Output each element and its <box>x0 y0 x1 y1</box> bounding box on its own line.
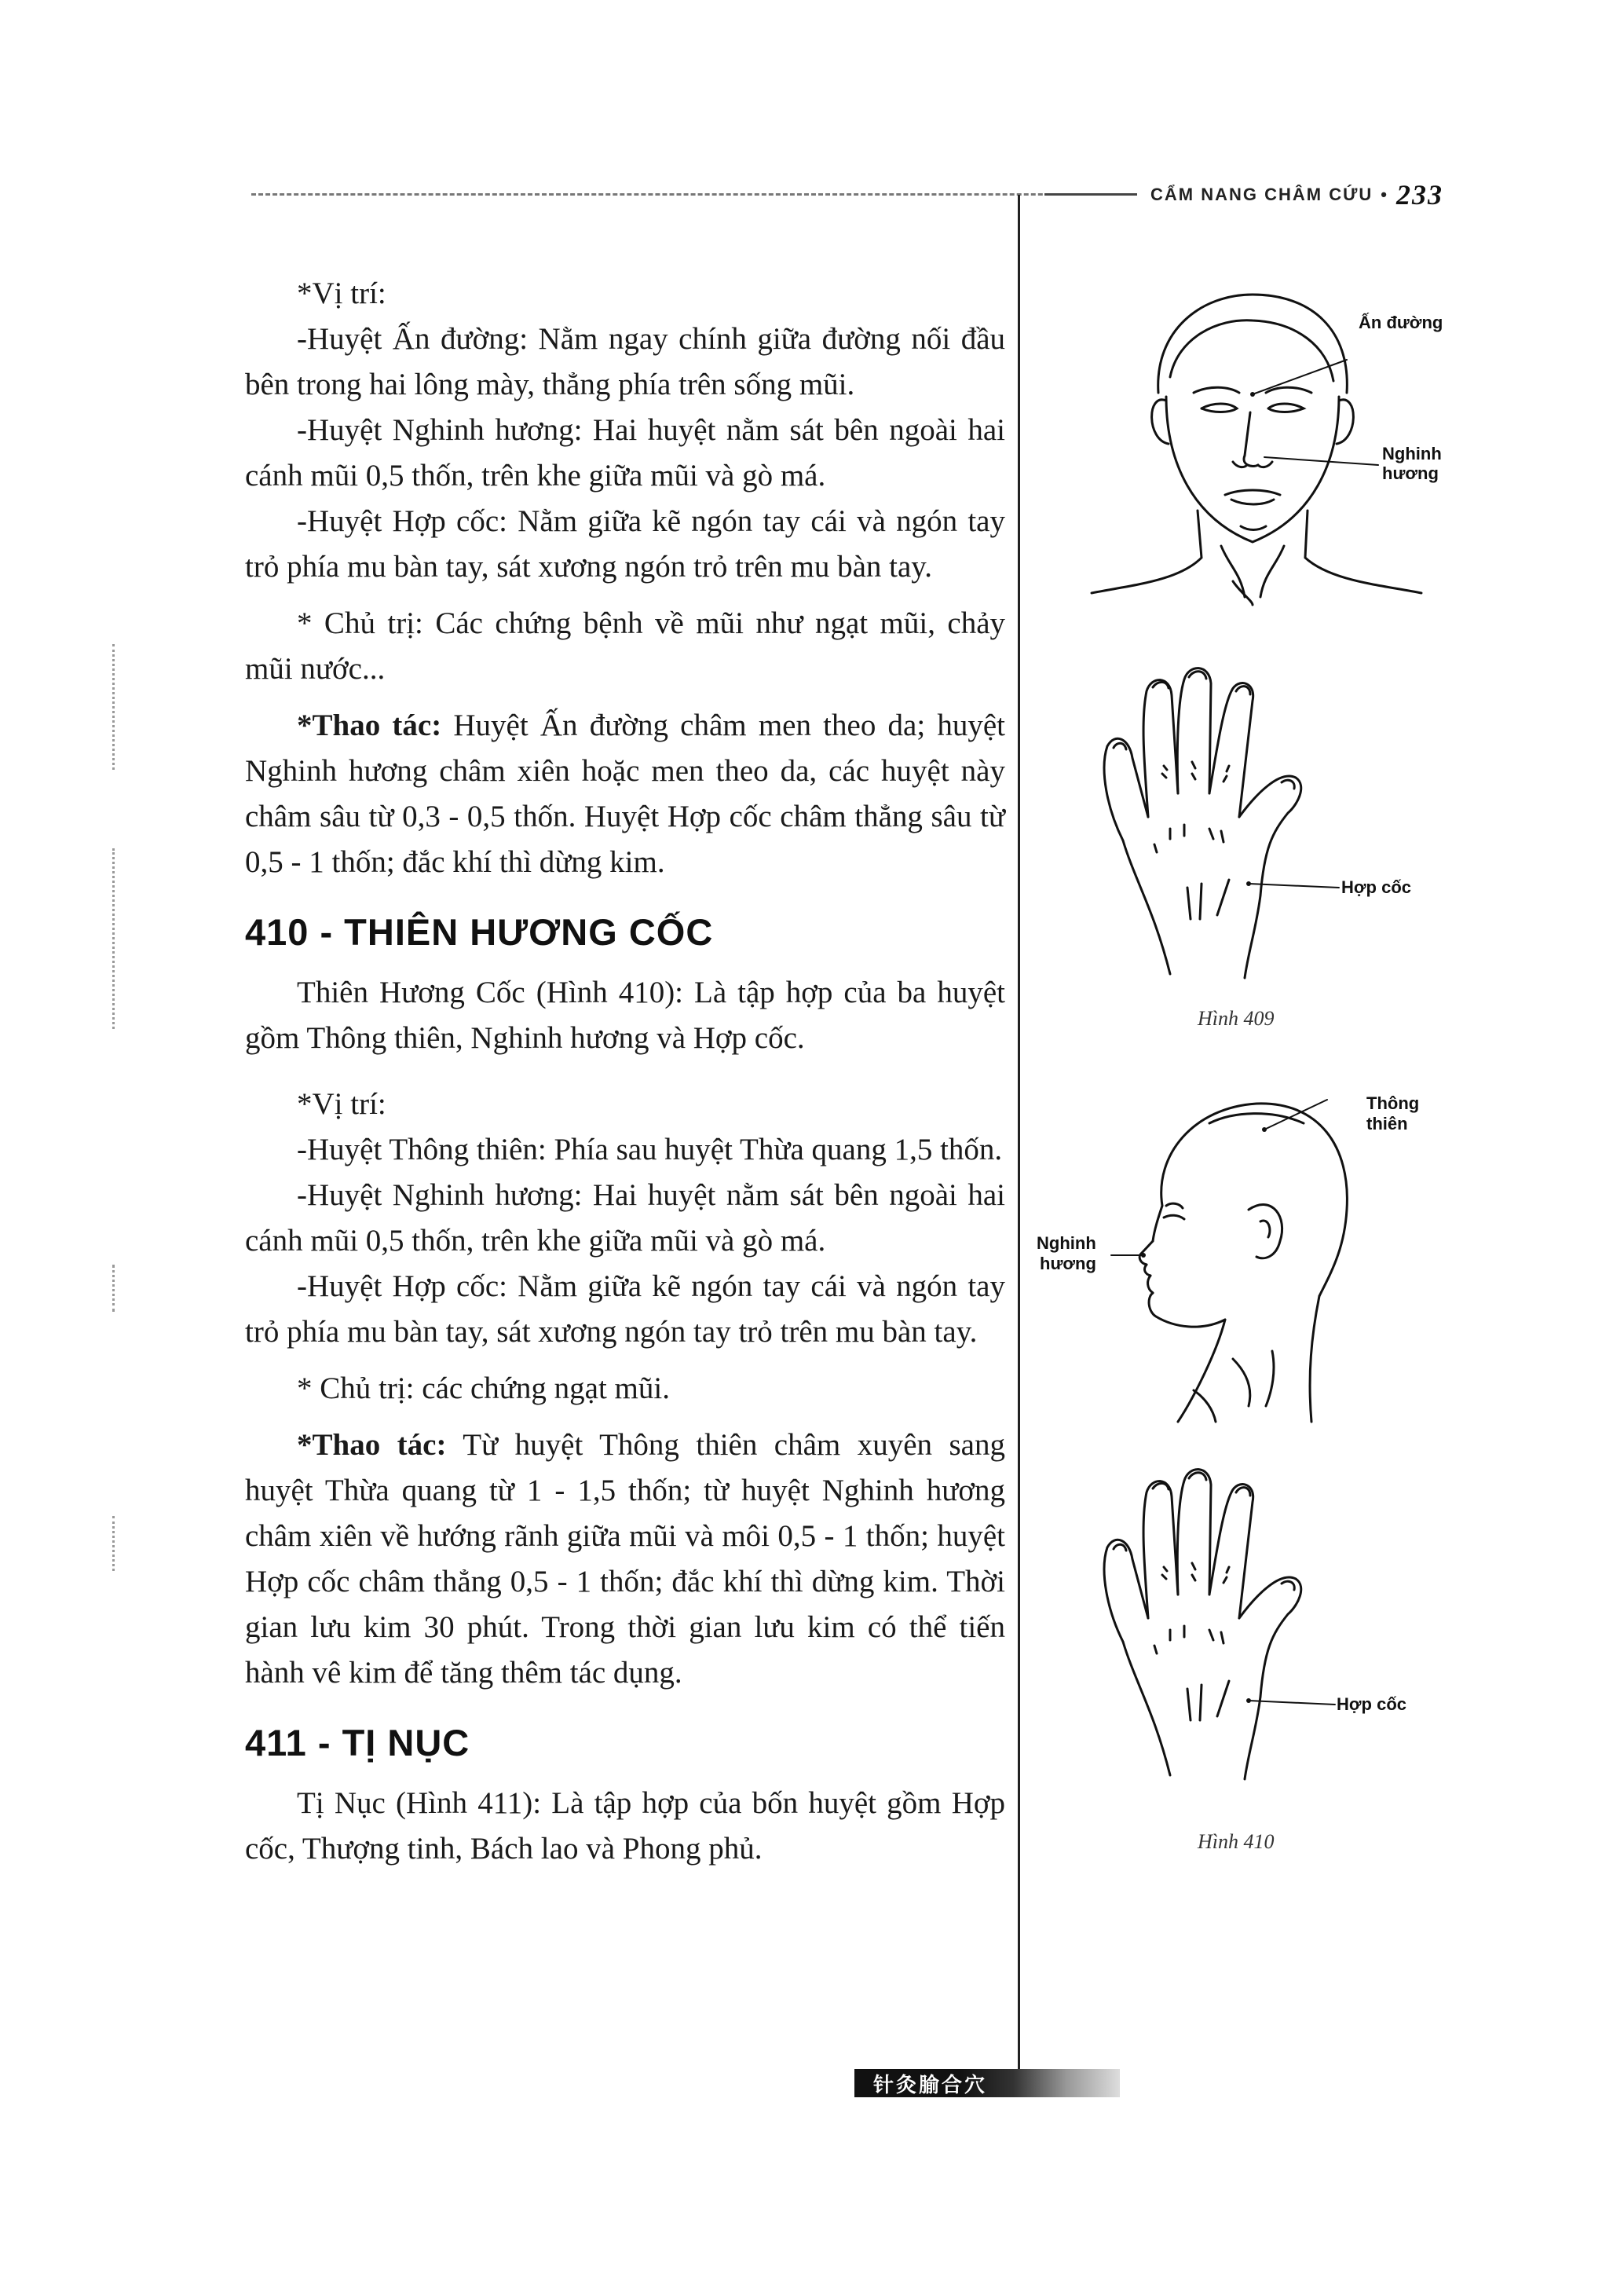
paragraph: -Huyệt Hợp cốc: Nằm giữa kẽ ngón tay cái và ngón tay trỏ phía mu bàn tay, sát xương ngón tay trỏ trên mu bàn tay. <box>245 1269 1005 1349</box>
label-nghinh-huong: Nghinh <box>1037 1233 1096 1253</box>
figure-409-hand <box>1092 660 1484 990</box>
figure-410-profile <box>1037 1092 1492 1445</box>
label-an-duong: Ấn đường <box>1359 313 1443 332</box>
paragraph: -Huyệt Hợp cốc: Nằm giữa kẽ ngón tay cái và ngón tay trỏ phía mu bàn tay, sát xương ngón trỏ trên mu bàn tay. <box>245 504 1005 584</box>
label-hop-coc: Hợp cốc <box>1337 1694 1406 1714</box>
margin-mark <box>112 644 115 770</box>
figure-409-face <box>1084 283 1492 613</box>
paragraph <box>245 703 1005 885</box>
margin-mark <box>112 1516 115 1571</box>
label-nghinh-huong: Nghinh <box>1382 444 1442 463</box>
thao-tac-text: Huyệt Ấn đường châm men theo da; huyệt Nghinh hương châm xiên hoặc men theo da, các huyệt này châm sâu từ 0,3 - 0,5 thốn. Huyệt Hợp cốc châm thẳng sâu từ 0,5 - 1 thốn; đắc khí thì dừng kim. <box>245 709 1005 879</box>
footer-stamp-text: 针灸腧合穴 <box>873 2073 988 2097</box>
header-rule-solid <box>1044 193 1137 196</box>
figure-409-caption: Hình 409 <box>1198 1007 1275 1030</box>
figure-410-caption: Hình 410 <box>1198 1830 1275 1853</box>
hand-drawing <box>1092 1461 1484 1791</box>
figure-410-hand <box>1092 1461 1484 1791</box>
paragraph: Tị Nục (Hình 411): Là tập hợp của bốn huyệt gồm Hợp cốc, Thượng tinh, Bách lao và Phong phủ. <box>245 1786 1005 1866</box>
paragraph: *Vị trí: <box>297 1087 386 1121</box>
section-heading-411: 411 - TỊ NỤC <box>245 1722 470 1763</box>
paragraph: -Huyệt Nghinh hương: Hai huyệt nằm sát bên ngoài hai cánh mũi 0,5 thốn, trên khe giữa mũi và gò má. <box>245 413 1005 493</box>
label-chu-tri: * Chủ trị <box>297 1371 406 1405</box>
label-chu-tri: * Chủ trị <box>297 606 415 640</box>
header-rule <box>251 193 1099 196</box>
label-thao-tac: *Thao tác: <box>297 1428 447 1462</box>
paragraph: *Vị trí: <box>297 276 386 310</box>
paragraph: -Huyệt Nghinh hương: Hai huyệt nằm sát bên ngoài hai cánh mũi 0,5 thốn, trên khe giữa mũi và gò má. <box>245 1178 1005 1258</box>
thao-tac-text: Từ huyệt Thông thiên châm xuyên sang huyệt Thừa quang từ 1 - 1,5 thốn; từ huyệt Nghinh hương châm xiên về hướng rãnh giữa mũi và môi 0,5 - 1 thốn; huyệt Hợp cốc châm thẳng 0,5 - 1 thốn; đắc khí thì dừng kim. Thời gian lưu kim 30 phút. Trong thời gian lưu kim có thể tiến hành vê kim để tăng thêm tác dụng. <box>245 1428 1005 1690</box>
chu-tri-text: : các chứng ngạt mũi. <box>405 1371 670 1405</box>
hand-drawing <box>1092 660 1484 990</box>
chu-tri-text: : Các chứng bệnh về mũi như ngạt mũi, chảy mũi nước... <box>245 606 1006 686</box>
paragraph: Thiên Hương Cốc (Hình 410): Là tập hợp của ba huyệt gồm Thông thiên, Nghinh hương và Hợp cốc. <box>245 976 1005 1055</box>
paragraph <box>245 1366 1005 1412</box>
label-thong-thien: Thông <box>1366 1093 1420 1113</box>
footer-stamp <box>854 2069 1120 2097</box>
running-head-separator: • <box>1381 185 1388 204</box>
running-title: CẨM NANG CHÂM CỨU <box>1150 185 1373 204</box>
column-divider <box>1018 195 1020 2080</box>
paragraph <box>245 601 1005 692</box>
running-head <box>1150 178 1465 212</box>
label-nghinh-huong-2: hương <box>1040 1254 1096 1273</box>
main-text <box>245 271 1005 1872</box>
paragraph: -Huyệt Ấn đường: Nằm ngay chính giữa đường nối đầu bên trong hai lông mày, thẳng phía trên sống mũi. <box>245 322 1005 401</box>
section-heading-410: 410 - THIÊN HƯƠNG CỐC <box>245 911 714 953</box>
margin-mark <box>112 1265 115 1312</box>
label-thao-tac: *Thao tác: <box>297 709 442 742</box>
page-number: 233 <box>1395 179 1443 211</box>
label-thong-thien-2: thiên <box>1366 1114 1408 1133</box>
label-hop-coc: Hợp cốc <box>1341 877 1411 897</box>
label-nghinh-huong-2: hương <box>1382 463 1439 483</box>
head-profile-drawing <box>1037 1092 1492 1445</box>
paragraph: -Huyệt Thông thiên: Phía sau huyệt Thừa quang 1,5 thốn. <box>297 1133 1003 1166</box>
paragraph <box>245 1423 1005 1696</box>
margin-mark <box>112 848 115 1029</box>
